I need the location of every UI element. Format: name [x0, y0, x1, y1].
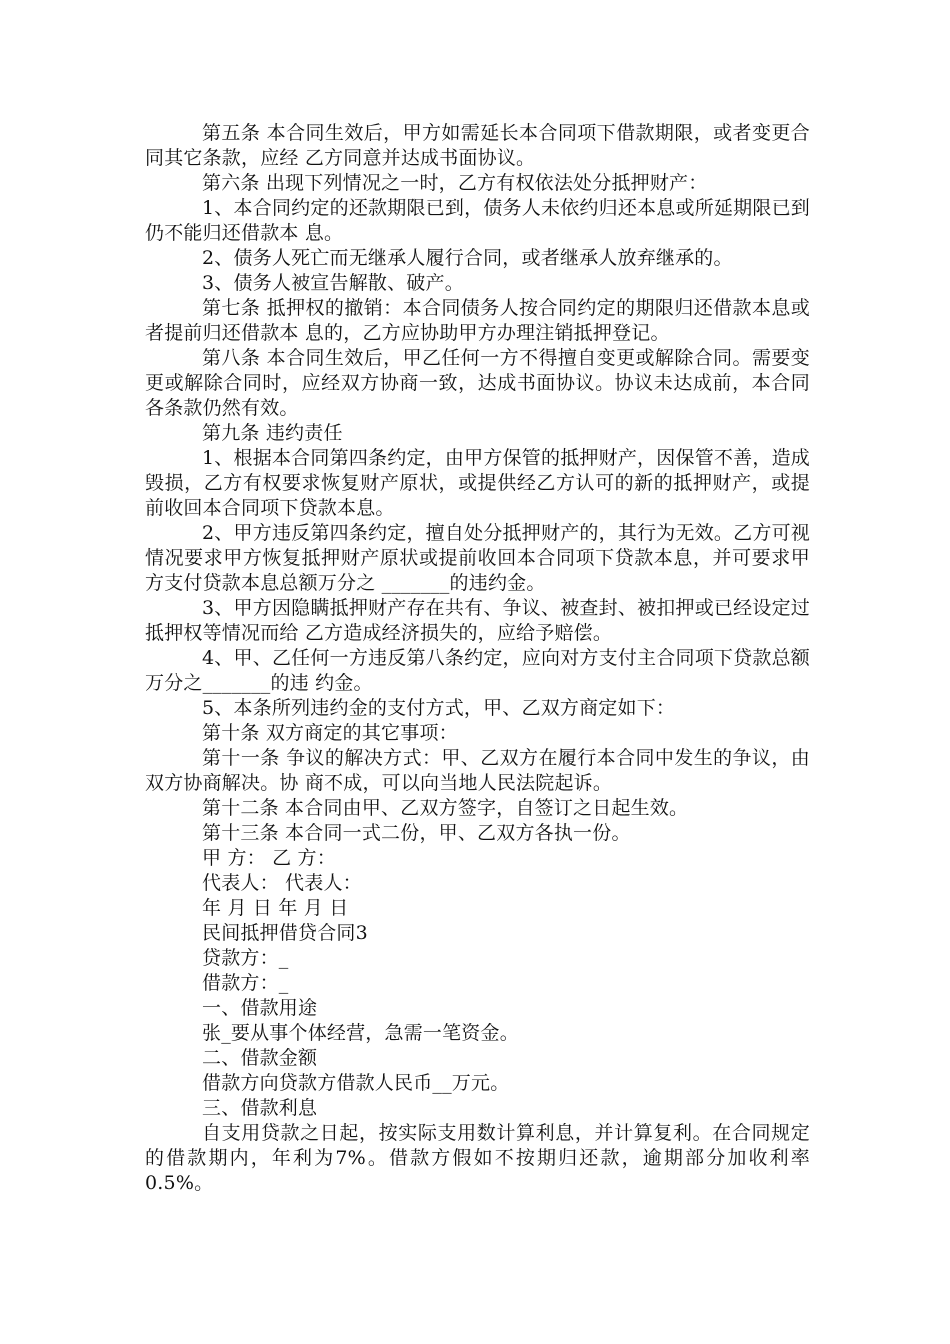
- paragraph: 3、债务人被宣告解散、破产。: [202, 272, 464, 294]
- document-body: [145, 121, 810, 1196]
- paragraph: 二、借款金额: [202, 1047, 318, 1069]
- paragraph: 1、本合同约定的还款期限已到，债务人未依约归还本息或所延期限已到仍不能归还借款本 息。: [145, 197, 810, 244]
- paragraph: 代表人： 代表人：: [202, 872, 362, 894]
- paragraph: 贷款方：_: [202, 947, 289, 969]
- paragraph: 第十条 双方商定的其它事项：: [202, 722, 458, 744]
- paragraph: 第八条 本合同生效后，甲乙任何一方不得擅自变更或解除合同。需要变更或解除合同时，应经双方协商一致，达成书面协议。协议未达成前，本合同各条款仍然有效。: [145, 347, 810, 419]
- paragraph: 1、根据本合同第四条约定，由甲方保管的抵押财产，因保管不善，造成毁损，乙方有权要求恢复财产原状，或提供经乙方认可的新的抵押财产，或提前收回本合同项下贷款本息。: [145, 447, 810, 519]
- paragraph: 第五条 本合同生效后，甲方如需延长本合同项下借款期限，或者变更合同其它条款，应经 乙方同意并达成书面协议。: [145, 122, 810, 169]
- paragraph: 自支用贷款之日起，按实际支用数计算利息，并计算复利。在合同规定的借款期内，年利为7%。借款方假如不按期归还款，逾期部分加收利率0.5%。: [145, 1122, 810, 1194]
- paragraph: 第七条 抵押权的撤销：本合同债务人按合同约定的期限归还借款本息或者提前归还借款本 息的，乙方应协助甲方办理注销抵押登记。: [145, 297, 810, 344]
- paragraph: 甲 方： 乙 方：: [202, 847, 336, 869]
- paragraph: 张_要从事个体经营，急需一笔资金。: [202, 1022, 519, 1044]
- paragraph: 三、借款利息: [202, 1097, 318, 1119]
- paragraph: 4、甲、乙任何一方违反第八条约定，应向对方支付主合同项下贷款总额万分之_______的违 约金。: [145, 647, 810, 694]
- paragraph: 第十二条 本合同由甲、乙双方签字，自签订之日起生效。: [202, 797, 689, 819]
- paragraph: 一、借款用途: [202, 997, 318, 1019]
- paragraph: 第六条 出现下列情况之一时，乙方有权依法处分抵押财产：: [202, 172, 708, 194]
- paragraph: 借款方向贷款方借款人民币__万元。: [202, 1072, 510, 1094]
- paragraph: 年 月 日 年 月 日: [202, 897, 349, 919]
- paragraph: 第十一条 争议的解决方式：甲、乙双方在履行本合同中发生的争议，由双方协商解决。协 商不成，可以向当地人民法院起诉。: [145, 747, 810, 794]
- paragraph: 2、债务人死亡而无继承人履行合同，或者继承人放弃继承的。: [202, 247, 733, 269]
- paragraph: 民间抵押借贷合同3: [202, 922, 368, 944]
- paragraph: 2、甲方违反第四条约定，擅自处分抵押财产的，其行为无效。乙方可视情况要求甲方恢复抵押财产原状或提前收回本合同项下贷款本息，并可要求甲方支付贷款本息总额万分之 _______的违约金。: [145, 522, 810, 594]
- paragraph: 5、本条所列违约金的支付方式，甲、乙双方商定如下：: [202, 697, 676, 719]
- paragraph: 第九条 违约责任: [202, 422, 343, 444]
- paragraph: 第十三条 本合同一式二份，甲、乙双方各执一份。: [202, 822, 631, 844]
- paragraph: 3、甲方因隐瞒抵押财产存在共有、争议、被查封、被扣押或已经设定过抵押权等情况而给 乙方造成经济损失的，应给予赔偿。: [145, 597, 810, 644]
- paragraph: 借款方：_: [202, 972, 289, 994]
